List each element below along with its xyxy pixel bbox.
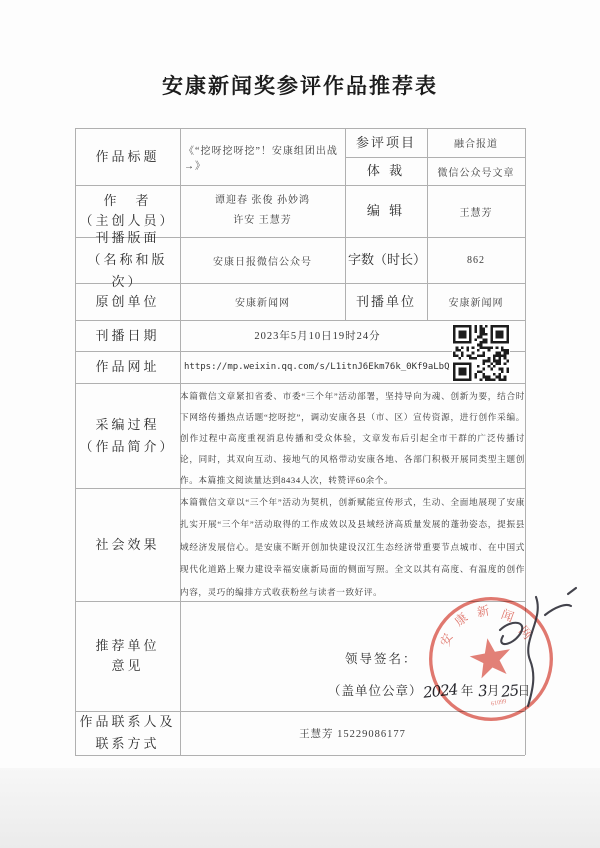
seal-char-3: 新 [475, 603, 491, 620]
recommend-label-line2: 意见 [111, 658, 144, 673]
field-label-recommend [75, 601, 180, 711]
field-label-editor: 编 辑 [366, 203, 406, 218]
handwritten-year: 2024 [421, 680, 458, 702]
seal-char-1: 安 [437, 631, 456, 649]
field-label-work-url: 作品网址 [95, 359, 160, 374]
month-char: 月 [487, 684, 501, 698]
recommend-label-line1: 推荐单位 [95, 638, 160, 653]
author-value-line1: 谭迎春 张俊 孙妙鸿 [215, 195, 310, 206]
field-label-entry-item: 参评项目 [355, 134, 416, 150]
leader-signature [470, 585, 590, 715]
field-label-layout: 刊播版面 （名称和版次） [87, 230, 168, 289]
field-value-original-unit: 安康新闻网 [235, 298, 290, 309]
field-label-work-title: 作品标题 [95, 148, 160, 164]
seal-prefix: （盖单位公章） [328, 684, 423, 698]
field-value-layout: 安康日报微信公众号 [213, 256, 312, 268]
qr-code [452, 324, 510, 382]
field-value-publish-unit: 安康新闻网 [448, 298, 504, 309]
field-label-social-effect: 社会效果 [95, 536, 160, 552]
seal-char-4: 闻 [499, 607, 516, 625]
seal-code: 61099 [490, 697, 507, 708]
field-label-original-unit: 原创单位 [95, 293, 160, 309]
field-value-contact: 王慧芳 15229086177 [299, 728, 406, 740]
field-value-author [180, 185, 345, 237]
leader-signature-label: 领导签名： [345, 652, 418, 666]
field-value-editor: 王慧芳 [459, 207, 493, 219]
field-label-contact: 作品联系人及联系方式 [79, 714, 176, 751]
handwritten-day: 25 [499, 681, 519, 701]
seal-char-5: 网 [515, 623, 535, 643]
field-label-publish-unit: 刊播单位 [355, 293, 416, 309]
field-label-publish-date: 刊播日期 [95, 327, 160, 343]
field-label-wordcount: 字数（时长） [348, 252, 427, 267]
field-value-work-url: https://mp.weixin.qq.com/s/L1itnJ6Ekm76k_0Kf9aLbQ [184, 362, 450, 372]
field-value-social-effect: 本篇微信文章以“三个年”活动为契机，创新赋能宣传形式，生动、全面地展现了安康扎实开展“三个年”活动取得的工作成效以及县域经济高质量发展的蓬勃姿态，提振县域经济发展信心。是安康不断开创加快建设汉江生态经济带重要节点城市、在中国式现代化道路上聚力建设幸福安康新局面的侧面写照。全文以其有高度、有温度的创作内容，灵巧的编排方式收获粉丝与读者一致好评。 [180, 497, 525, 597]
field-value-genre: 微信公众号文章 [437, 167, 515, 179]
year-char: 年 [460, 684, 475, 698]
author-value-line2: 许安 王慧芳 [233, 215, 292, 226]
page-title: 安康新闻奖参评作品推荐表 [162, 74, 438, 98]
field-value-process: 本篇微信文章紧扣省委、市委“三个年”活动部署，坚持导向为魂、创新为要，结合时下网络传播热点话题“挖呀挖”，调动安康各县（市、区）宣传资源，进行创作采编。创作过程中高度重视消息传播和受众体验，文章发布后引起全市干群的广泛传播讨论，同时，其双向互动、接地气的风格带动安康各地、各部门积极开展同类型主题创作。本篇推文阅读量达到8434人次，转赞评60余个。 [180, 391, 525, 485]
author-label-line2: （主创人员） [79, 213, 176, 228]
handwritten-month: 3 [477, 681, 489, 701]
field-value-publish-date: 2023年5月10日19时24分 [254, 331, 381, 342]
day-char: 日 [517, 684, 532, 698]
field-value-entry-item: 融合报道 [454, 139, 498, 150]
field-label-process: 采编过程 （作品简介） [79, 416, 176, 454]
field-label-genre: 体 裁 [366, 163, 406, 178]
field-value-work-title: 《“挖呀挖呀挖”！安康组团出战→》 [184, 145, 338, 172]
author-label-line1: 作 者 [103, 193, 152, 208]
scan-edge-shade [0, 768, 600, 848]
field-value-wordcount: 862 [467, 254, 485, 266]
seal-char-2: 康 [451, 610, 471, 630]
